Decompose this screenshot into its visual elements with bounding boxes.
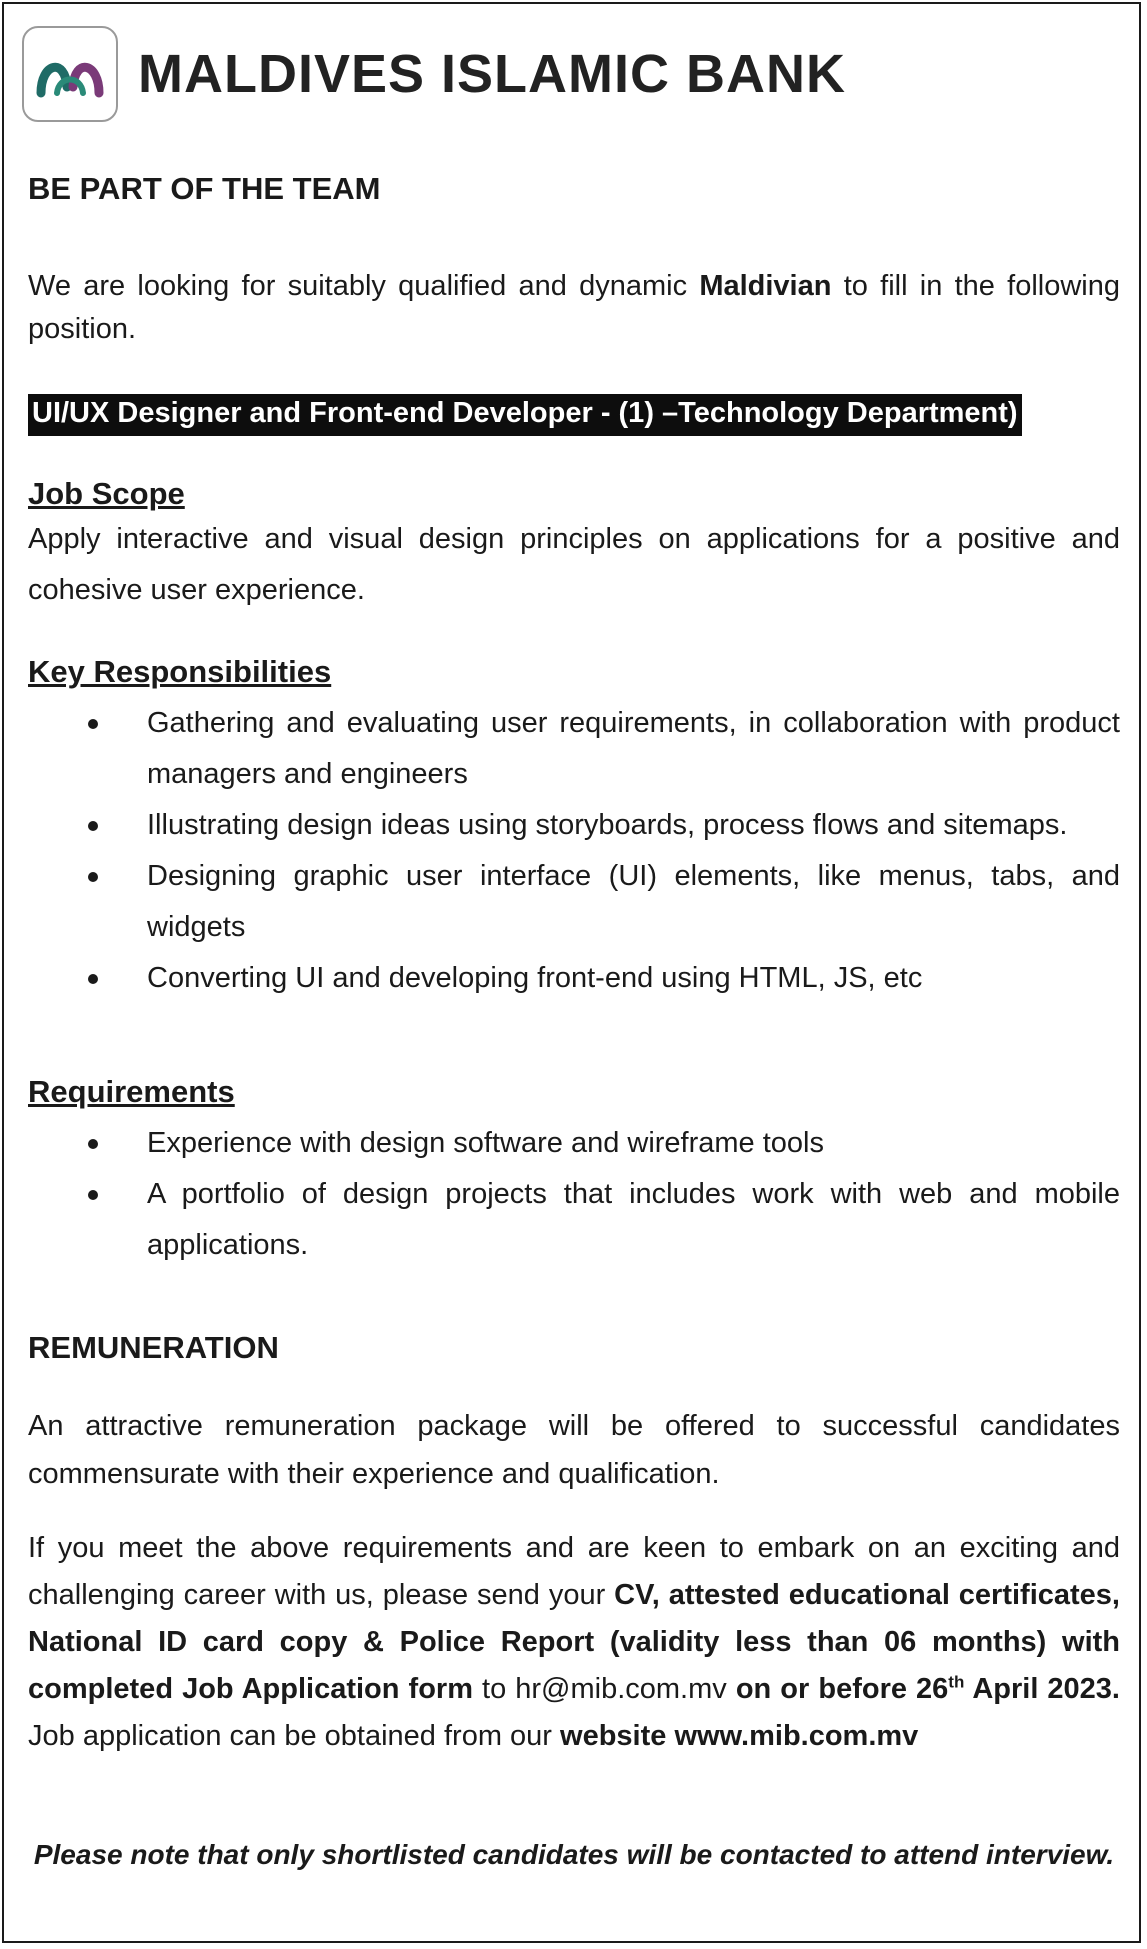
header: [22, 26, 846, 122]
position-title: UI/UX Designer and Front-end Developer - (1) –Technology Department): [28, 394, 1022, 436]
list-item: Experience with design software and wireframe tools: [28, 1118, 1120, 1169]
list-item: Converting UI and developing front-end using HTML, JS, etc: [28, 953, 1120, 1004]
requirements-list: [28, 1118, 1120, 1271]
list-item: Gathering and evaluating user requirements, in collaboration with product managers and engineers: [28, 698, 1120, 800]
job-scope-text: Apply interactive and visual design principles on applications for a positive and cohesive user experience.: [28, 523, 1120, 606]
responsibilities-list: [28, 698, 1120, 1004]
bank-name: MALDIVES ISLAMIC BANK: [138, 44, 846, 104]
job-scope-heading: Job Scope: [28, 476, 185, 511]
requirements-heading: Requirements: [28, 1074, 235, 1109]
remuneration-text: An attractive remuneration package will be offered to successful candidates commensurate with their experience and qualification.: [28, 1410, 1120, 1490]
apply-instructions: If you meet the above requirements and are keen to embark on an exciting and challenging career with us, please send your CV, attested educational certificates, National ID card copy & Police Report (validity less than 06 months) with completed Job Application form to hr@mib.com.mv on or before 26th April 2023. Job application can be obtained from our website www.mib.com.mv: [28, 1532, 1120, 1752]
intro-text: We are looking for suitably qualified and dynamic Maldivian to fill in the following position.: [28, 270, 1120, 345]
list-item: Illustrating design ideas using storyboards, process flows and sitemaps.: [28, 800, 1120, 851]
bullet-icon: [88, 974, 98, 984]
bullet-icon: [88, 719, 98, 729]
responsibilities-heading: Key Responsibilities: [28, 654, 332, 689]
list-item: A portfolio of design projects that includes work with web and mobile applications.: [28, 1169, 1120, 1271]
bullet-icon: [88, 821, 98, 831]
bullet-icon: [88, 1190, 98, 1200]
remuneration-heading: REMUNERATION: [28, 1330, 279, 1365]
bullet-icon: [88, 872, 98, 882]
bullet-icon: [88, 1139, 98, 1149]
shortlist-note: Please note that only shortlisted candidates will be contacted to attend interview.: [33, 1839, 1115, 1870]
page-heading: BE PART OF THE TEAM: [28, 171, 381, 206]
mib-logo-icon: [22, 26, 118, 122]
list-item: Designing graphic user interface (UI) elements, like menus, tabs, and widgets: [28, 851, 1120, 953]
